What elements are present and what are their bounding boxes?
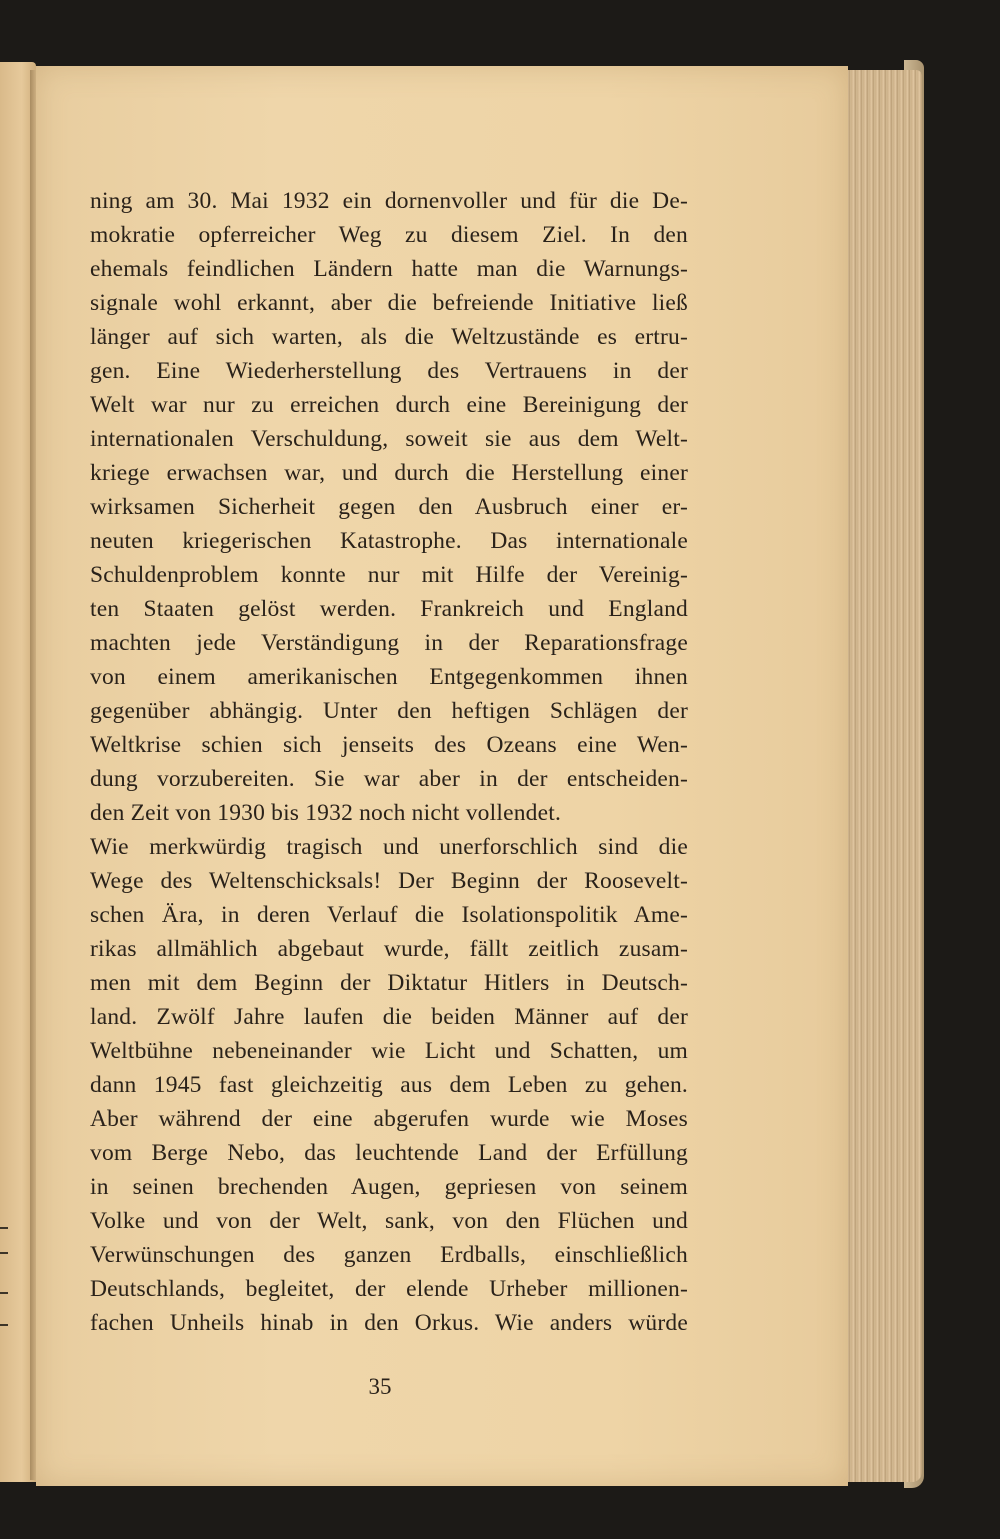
- text-line: gen. Eine Wiederherstellung des Vertrauens in der: [90, 358, 688, 384]
- text-line: Volke und von der Welt, sank, von den Flüchen und: [90, 1208, 688, 1234]
- text-line: internationalen Verschuldung, soweit sie aus dem Welt-: [90, 426, 688, 452]
- text-line: signale wohl erkannt, aber die befreiende Initiative ließ: [90, 290, 688, 316]
- text-line: men mit dem Beginn der Diktatur Hitlers in Deutsch-: [90, 970, 688, 996]
- margin-mark: [0, 1252, 8, 1254]
- text-line: länger auf sich warten, als die Weltzustände es ertru-: [90, 324, 688, 350]
- text-line: land. Zwölf Jahre laufen die beiden Männer auf der: [90, 1004, 688, 1030]
- text-line: Wie merkwürdig tragisch und unerforschlich sind die: [90, 834, 688, 860]
- text-line: den Zeit von 1930 bis 1932 noch nicht vollendet.: [90, 800, 562, 826]
- text-line: Weltbühne nebeneinander wie Licht und Schatten, um: [90, 1038, 688, 1064]
- text-line: dung vorzubereiten. Sie war aber in der entscheiden-: [90, 766, 688, 792]
- margin-mark: [0, 1292, 8, 1294]
- body-text: [90, 184, 688, 1340]
- text-line: Welt war nur zu erreichen durch eine Bereinigung der: [90, 392, 688, 418]
- text-line: gegenüber abhängig. Unter den heftigen Schlägen der: [90, 698, 688, 724]
- text-line: Verwünschungen des ganzen Erdballs, einschließlich: [90, 1242, 688, 1268]
- text-line: schen Ära, in deren Verlauf die Isolationspolitik Ame-: [90, 902, 688, 928]
- text-line: machten jede Verständigung in der Reparationsfrage: [90, 630, 688, 656]
- text-line: ten Staaten gelöst werden. Frankreich und England: [90, 596, 688, 622]
- margin-mark: [0, 1227, 8, 1229]
- page-edges: [846, 70, 922, 1482]
- text-line: dann 1945 fast gleichzeitig aus dem Leben zu gehen.: [90, 1072, 688, 1098]
- text-line: in seinen brechenden Augen, gepriesen von seinem: [90, 1174, 688, 1200]
- text-line: kriege erwachsen war, und durch die Herstellung einer: [90, 460, 688, 486]
- text-line: mokratie opferreicher Weg zu diesem Ziel. In den: [90, 222, 688, 248]
- text-line: vom Berge Nebo, das leuchtende Land der Erfüllung: [90, 1140, 688, 1166]
- text-line: ning am 30. Mai 1932 ein dornenvoller und für die De-: [90, 188, 688, 214]
- text-line: Deutschlands, begleitet, der elende Urheber millionen-: [90, 1276, 688, 1302]
- text-line: ehemals feindlichen Ländern hatte man die Warnungs-: [90, 256, 688, 282]
- text-line: von einem amerikanischen Entgegenkommen ihnen: [90, 664, 688, 690]
- page-number: 35: [368, 1374, 392, 1399]
- margin-mark: [0, 1324, 8, 1326]
- text-line: fachen Unheils hinab in den Orkus. Wie anders würde: [90, 1310, 688, 1336]
- text-line: Weltkrise schien sich jenseits des Ozeans eine Wen-: [90, 732, 688, 758]
- text-line: Wege des Weltenschicksals! Der Beginn der Roosevelt-: [90, 868, 688, 894]
- text-line: neuten kriegerischen Katastrophe. Das internationale: [90, 528, 688, 554]
- text-line: wirksamen Sicherheit gegen den Ausbruch einer er-: [90, 494, 688, 520]
- text-line: Aber während der eine abgerufen wurde wie Moses: [90, 1106, 688, 1132]
- text-line: Schuldenproblem konnte nur mit Hilfe der Vereinig-: [90, 562, 688, 588]
- text-line: rikas allmählich abgebaut wurde, fällt zeitlich zusam-: [90, 936, 688, 962]
